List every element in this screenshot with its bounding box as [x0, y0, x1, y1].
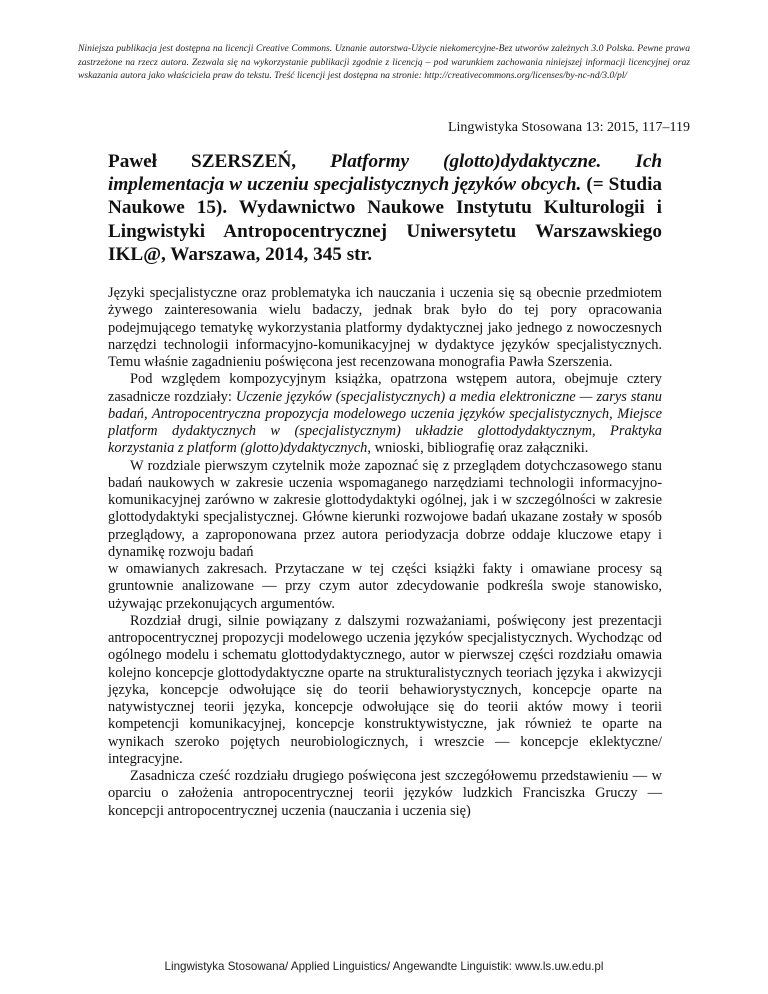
publication-info: (= Studia Naukowe 15). Wydawnictwo Naukowe Instytutu Kulturologii i Lingwistyki Antropocentrycznej Uniwersytetu Warszawskiego IKL@, Warszawa, 2014, 345 str. [108, 174, 662, 265]
chapter-titles: Uczenie języków (specjalistycznych) a media elektroniczne — zarys stanu badań, Antropocentryczna propozycja modelowego uczenia języków specjalistycznych, Miejsce platform dydaktycznych w (specjalistycznym) układzie glottodydaktycznym, Praktyka korzystania z platform (glotto)dydaktycznych [108, 388, 663, 457]
paragraph-4: Rozdział drugi, silnie powiązany z dalszymi rozważaniami, poświęcony jest prezentacji antropocentrycznej propozycji modelowego uczenia języków specjalistycznych. Wychodząc od ogólnego modelu i schematu glottodydaktycznego, autor w pierwszej części rozdziału omawia kolejno koncepcje glottodydaktyczne oparte na strukturalistycznych teoriach języka i akwizycji języka, koncepcje odwołujące się do teorii behawiorystycznych, koncepcje oparte na natywistycznej teorii języka, koncepcje odwołujące się do teorii aktów mowy i teorii kompetencji komunikacyjnej, koncepcje konstruktywistyczne, jak również te oparte na wynikach szeroko pojętych neurobiologicznych, i wreszcie — koncepcje eklektyczne/ integracyjne. [108, 612, 662, 767]
page-footer: Lingwistyka Stosowana/ Applied Linguistics/ Angewandte Linguistik: www.ls.uw.edu.pl [164, 960, 604, 973]
paragraph-2-intro: Pod względem kompozycyjnym książka, opatrzona wstępem autora, obejmuje cztery zasadnicze rozdziały: [108, 371, 662, 405]
review-body [108, 285, 662, 820]
book-author: Paweł SZERSZEŃ, [108, 151, 297, 172]
paragraph-2-end: , wnioski, bibliografię oraz załączniki. [367, 440, 589, 457]
review-title [108, 150, 662, 266]
paragraph-3-continued: w omawianych zakresach. Przytaczane w tej części książki fakty i omawiane procesy są gruntownie analizowane — przy czym autor zdecydowanie podkreśla swoje stanowisko, używając przekonujących argumentów. [108, 561, 662, 612]
journal-reference: Lingwistyka Stosowana 13: 2015, 117–119 [447, 120, 690, 135]
paragraph-3: W rozdziale pierwszym czytelnik może zapoznać się z przeglądem dotychczasowego stanu badań naukowych w zakresie uczenia wspomaganego narzędziami technologii informacyjno-komunikacyjnej zarówno w zakresie glottodydaktyki ogólnej, jak i w szczególności w zakresie glottodydaktyki specjalistycznej. Główne kierunki rozwojowe badań ukazane zostały w sposób przeglądowy, a zaproponowana przez autora periodyzacja dobrze oddaje kluczowe etapy i dynamikę rozwoju badań [108, 457, 662, 560]
license-notice: Niniejsza publikacja jest dostępna na licencji Creative Commons. Uznanie autorstwa-Użycie niekomercyjne-Bez utworów zależnych 3.0 Polska. Pewne prawa zastrzeżone na rzecz autora. Zezwala się na wykorzystanie publikacji zgodnie z licencją – pod warunkiem zachowania niniejszej informacji licencyjnej oraz wskazania autora jako właściciela praw do tekstu. Treść licencji jest dostępna na stronie: http://creativecommons.org/licenses/by-nc-nd/3.0/pl/ [78, 43, 690, 82]
paragraph-5: Zasadnicza cześć rozdziału drugiego poświęcona jest szczegółowemu przedstawieniu — w oparciu o założenia antropocentrycznej teorii języków ludzkich Franciszka Gruczy — koncepcji antropocentrycznej uczenia (nauczania i uczenia się) [108, 768, 662, 819]
book-title: Platformy (glotto)dydaktyczne. Ich implementacja w uczeniu specjalistycznych języków obcych. [108, 151, 663, 196]
paragraph-2 [108, 371, 662, 457]
paragraph-1: Języki specjalistyczne oraz problematyka ich nauczania i uczenia się są obecnie przedmiotem żywego zainteresowania wielu badaczy, jednak brak było do tej pory opracowania podejmującego tematykę wykorzystania platformy dydaktycznej jako jednego z nowoczesnych narzędzi technologii informacyjno-komunikacyjnej w dydaktyce języków specjalistycznych. Temu właśnie zagadnieniu poświęcona jest recenzowana monografia Pawła Szerszenia. [108, 285, 662, 370]
